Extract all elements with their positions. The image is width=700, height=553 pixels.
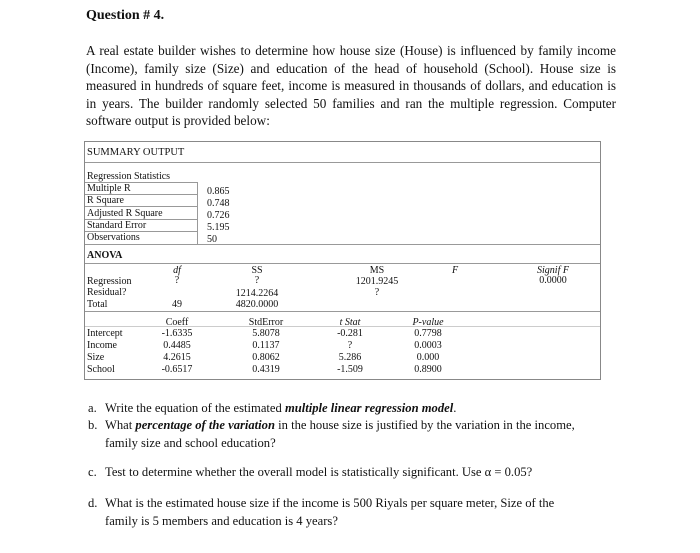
question-text: What [105, 418, 136, 432]
coef-row-label: Income [87, 340, 117, 351]
question-title: Question # 4. [86, 8, 165, 23]
divider [85, 263, 600, 264]
anova-header-ss: SS [251, 265, 263, 276]
coef-cell: 0.8900 [414, 364, 442, 375]
coef-header-coeff: Coeff [165, 317, 189, 328]
regression-statistics-title: Regression Statistics [87, 171, 171, 182]
divider [85, 206, 198, 207]
question-text: What is the estimated house size if the income is 500 Riyals per square meter, Size of the [105, 496, 555, 510]
coef-header-tstat: t Stat [339, 317, 361, 328]
coef-cell: -0.6517 [161, 364, 193, 375]
question-text: in the house size is justified by the variation in the income, [275, 418, 575, 432]
coef-cell: 0.8062 [252, 352, 280, 363]
anova-header-f: F [451, 265, 459, 276]
anova-cell: 0.0000 [539, 275, 567, 286]
divider [85, 244, 600, 245]
stat-label: Observations [87, 232, 140, 243]
question-emphasis: percentage of the variation [135, 418, 275, 432]
question-a [88, 399, 618, 417]
coef-cell: -0.281 [337, 328, 363, 339]
question-c [88, 463, 618, 481]
stat-value: 5.195 [207, 222, 230, 233]
coef-cell: 0.0003 [414, 340, 442, 351]
question-emphasis: multiple linear regression model [284, 401, 454, 415]
coef-header-pvalue: P-value [412, 317, 444, 328]
anova-header-ms: MS [369, 265, 385, 276]
coef-cell: 0.4485 [163, 340, 191, 351]
coef-cell: 0.7798 [414, 328, 442, 339]
stat-label: Standard Error [87, 220, 147, 231]
anova-cell: 49 [172, 299, 182, 310]
coef-row-label: School [87, 364, 115, 375]
stat-value: 0.726 [207, 210, 230, 221]
divider [85, 326, 600, 327]
coef-cell: 0.4319 [252, 364, 280, 375]
anova-row-label: Residual? [87, 287, 127, 298]
coef-cell: 5.8078 [252, 328, 280, 339]
coef-header-stderror: StdError [248, 317, 284, 328]
anova-cell: ? [254, 275, 260, 286]
stat-value: 0.748 [207, 198, 230, 209]
coef-cell: -1.6335 [161, 328, 193, 339]
divider [197, 182, 198, 244]
anova-cell: 4820.0000 [235, 299, 279, 310]
anova-cell: ? [374, 287, 380, 298]
anova-title: ANOVA [87, 250, 123, 261]
question-label: c. [88, 465, 97, 479]
divider [85, 162, 600, 163]
stat-label: R Square [87, 195, 124, 206]
question-b [88, 416, 618, 452]
coef-cell: 5.286 [338, 352, 362, 363]
question-label: a. [88, 401, 97, 415]
question-text: family is 5 members and education is 4 years? [105, 514, 338, 528]
coef-row-label: Size [87, 352, 105, 363]
anova-cell: 1214.2264 [235, 288, 279, 299]
question-text: Write the equation of the estimated [105, 401, 285, 415]
anova-row-label: Regression [87, 276, 132, 287]
divider [85, 311, 600, 312]
anova-header-signif-f: Signif F [537, 265, 569, 276]
anova-row-label: Total [87, 299, 108, 310]
anova-cell: 1201.9245 [355, 276, 399, 287]
anova-cell: ? [174, 275, 180, 286]
question-d [88, 494, 618, 530]
coef-cell: 4.2615 [163, 352, 191, 363]
summary-output-title: SUMMARY OUTPUT [87, 147, 185, 158]
question-text: Test to determine whether the overall model is statistically significant. Use α = 0.05? [105, 465, 533, 479]
coef-cell: -1.509 [337, 364, 363, 375]
stat-label: Multiple R [87, 183, 131, 194]
question-text: . [453, 401, 457, 415]
stat-value: 50 [207, 234, 217, 245]
question-label: d. [88, 496, 98, 510]
anova-header-df: df [173, 265, 181, 276]
coef-row-label: Intercept [87, 328, 123, 339]
coef-cell: 0.000 [416, 352, 440, 363]
question-label: b. [88, 418, 98, 432]
question-text: family size and school education? [105, 436, 276, 450]
coef-cell: 0.1137 [252, 340, 280, 351]
stat-label: Adjusted R Square [87, 208, 163, 219]
coef-cell: ? [347, 340, 353, 351]
software-output-box [84, 141, 601, 380]
intro-paragraph: A real estate builder wishes to determine how house size (House) is influenced by family income (Income), family size (Size) and education of the head of household (School). House size is measured in hundreds of square feet, income is measured in thousands of dollars, and education is in years. The builder randomly selected 50 families and ran the multiple regression. Computer software output is provided below: [86, 43, 616, 129]
stat-value: 0.865 [207, 186, 230, 197]
